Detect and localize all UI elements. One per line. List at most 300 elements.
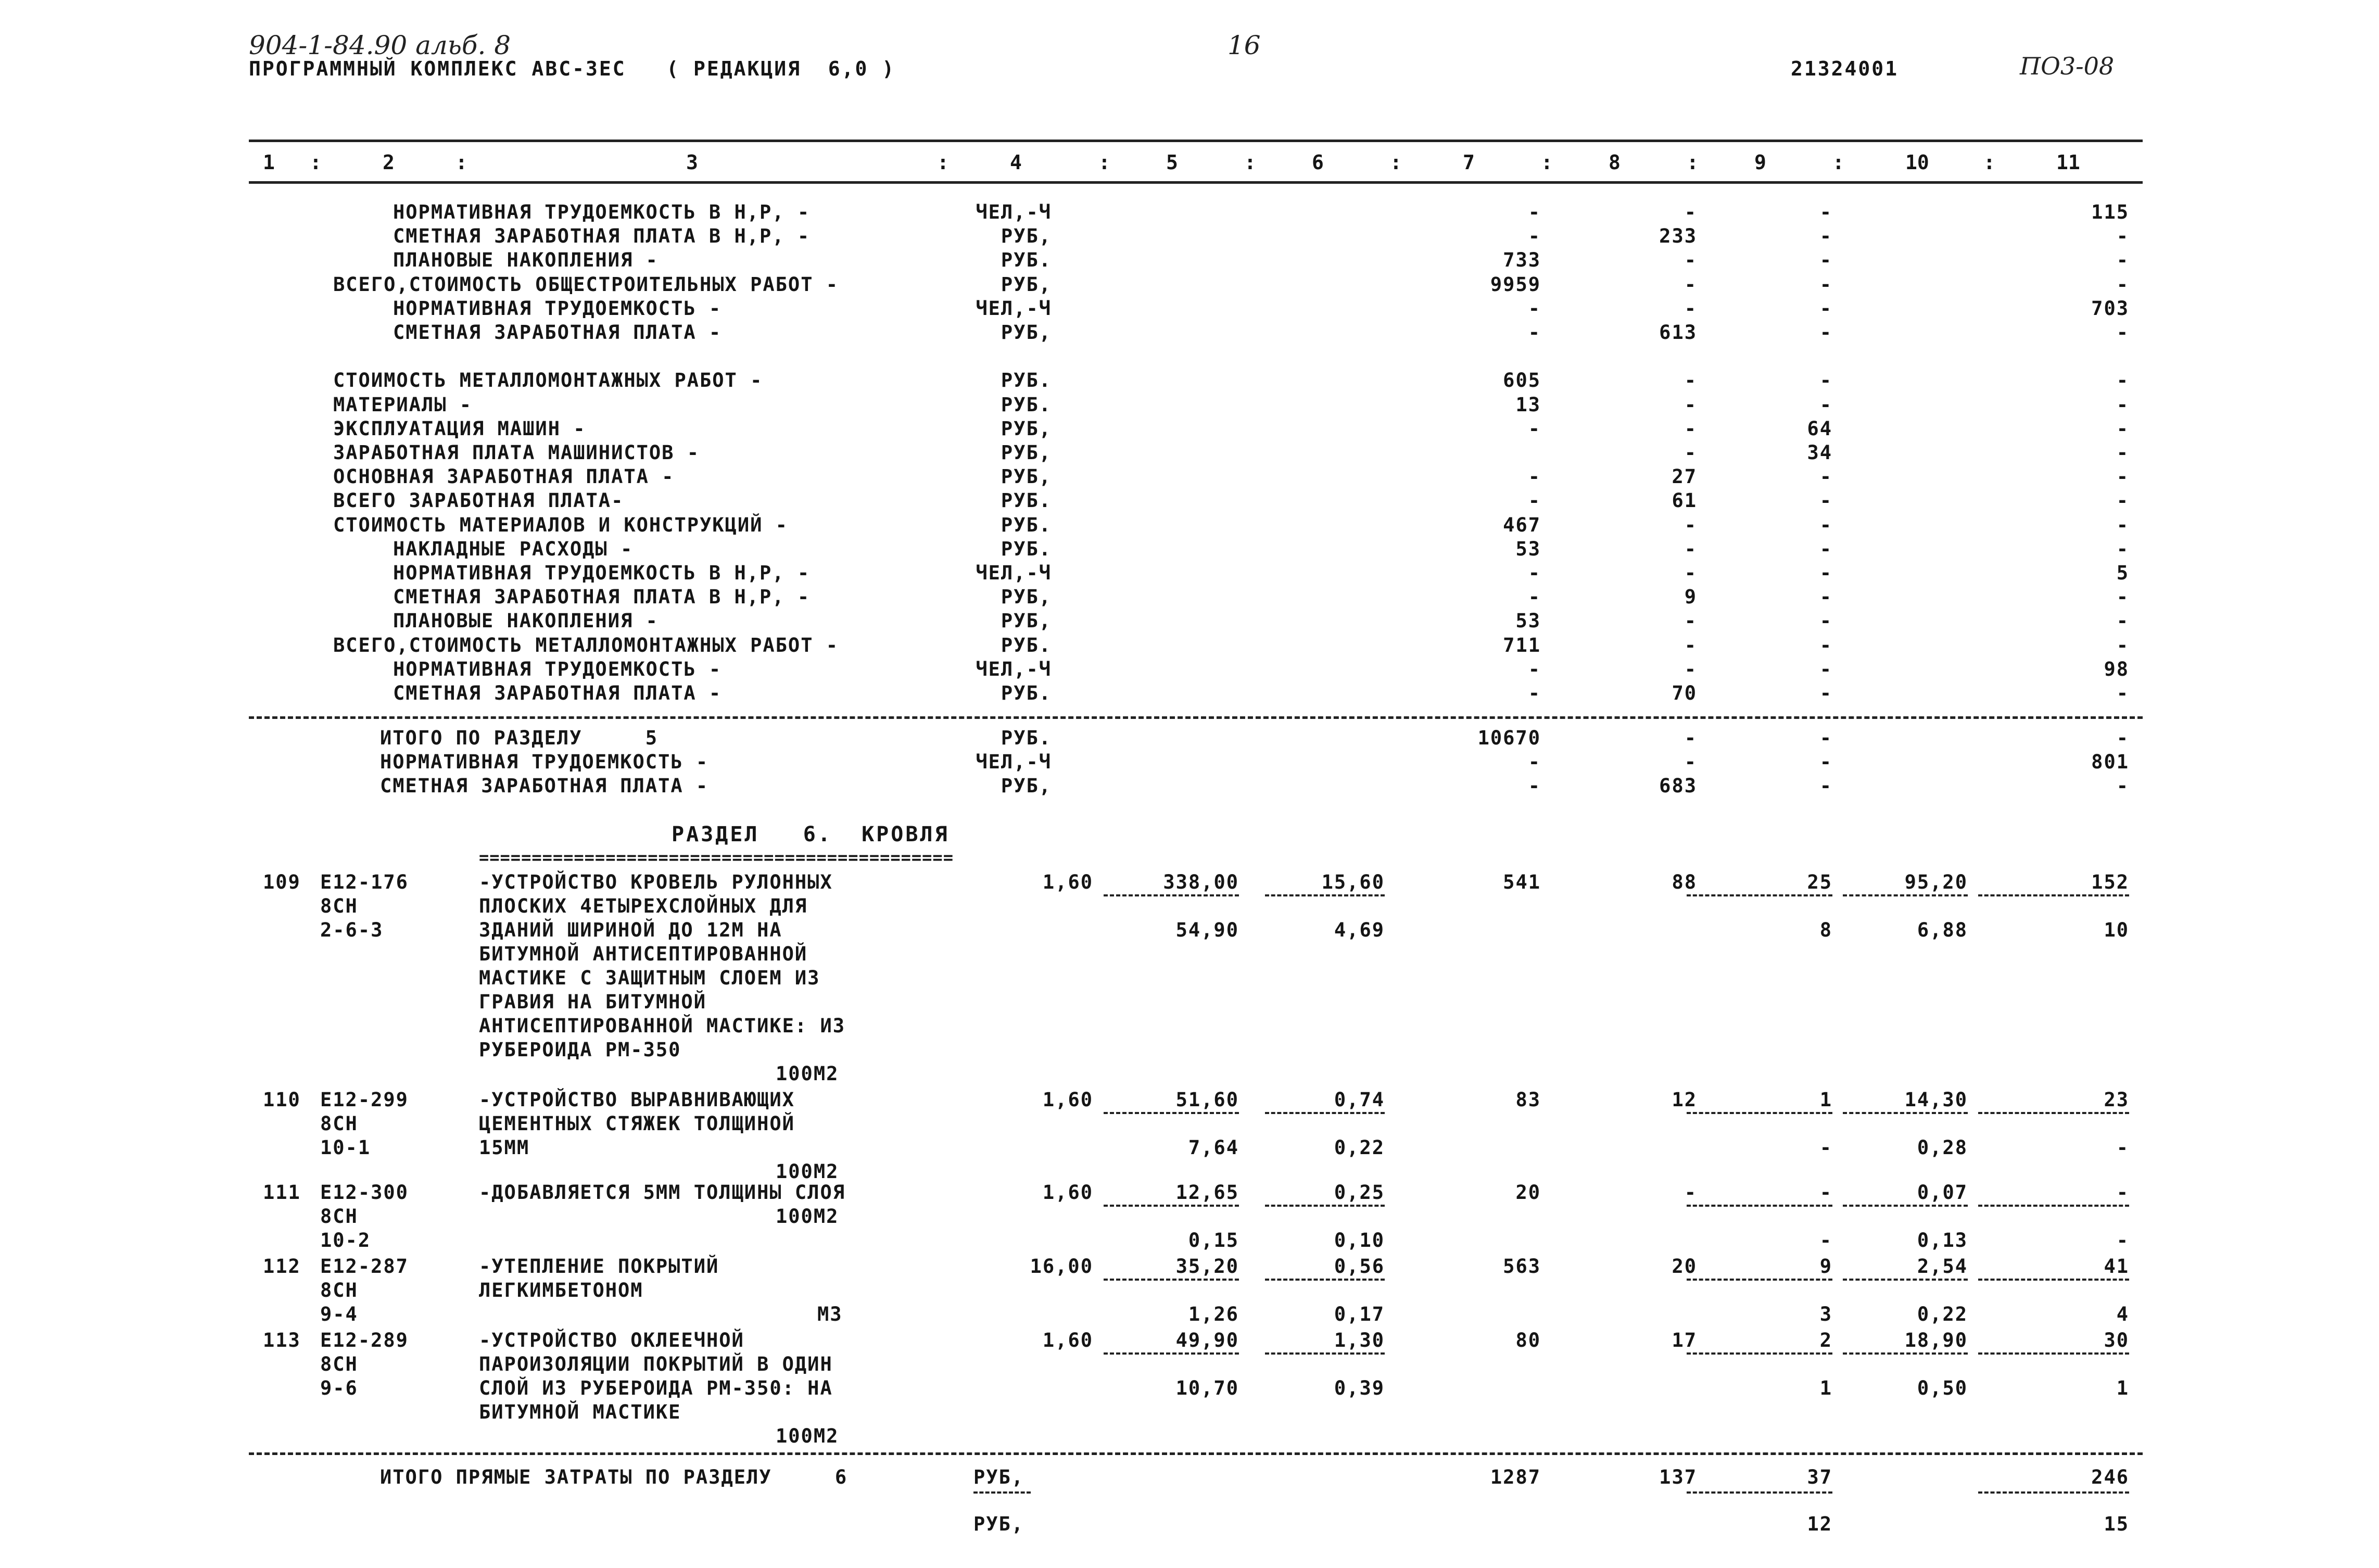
item-code: Е12-287 (320, 1255, 409, 1278)
item-total-machines: 9 (1819, 1255, 1832, 1278)
row-col-7: - (1528, 201, 1541, 223)
item-labor-per-unit: 14,30 (1904, 1089, 1968, 1111)
row-label: ВСЕГО,СТОИМОСТЬ МЕТАЛЛОМОНТАЖНЫХ РАБОТ - (333, 634, 839, 656)
summary-row (0, 537, 2379, 561)
section-6-title: РАЗДЕЛ 6. КРОВЛЯ (672, 823, 950, 846)
cell-underline (1978, 1491, 2129, 1494)
section-6-rule: ============================================= (479, 848, 954, 867)
summary-row (0, 657, 2379, 681)
row-label: НОРМАТИВНАЯ ТРУДОЕМКОСТЬ В Н,Р, - (393, 562, 811, 584)
item-unit-cost-machines: 0,56 (1334, 1255, 1385, 1278)
item-total-machines: - (1819, 1181, 1832, 1204)
item-unit-cost-machines: 0,74 (1334, 1089, 1385, 1111)
item-description: ГРАВИЯ НА БИТУМНОЙ (479, 991, 706, 1013)
row-col-11: 5 (2116, 562, 2129, 584)
row-label: СМЕТНАЯ ЗАРАБОТНАЯ ПЛАТА - (393, 321, 722, 344)
row-col-9: 34 (1807, 441, 1832, 464)
total-col-9: - (1819, 775, 1832, 797)
item-unit-line (0, 1303, 2379, 1326)
header-top-rule (249, 140, 2143, 142)
item-description-line (0, 1329, 2379, 1352)
item-description-line (0, 1255, 2379, 1279)
item-total-cost: 20 (1515, 1181, 1541, 1204)
item-wage-machinist-total: - (1819, 1229, 1832, 1251)
row-col-8: - (1684, 562, 1697, 584)
row-col-11: - (2116, 682, 2129, 704)
row-col-7: 9959 (1490, 273, 1541, 296)
row-unit: ЧЕЛ,-Ч (976, 562, 1052, 584)
item-description-line (0, 1181, 2379, 1205)
row-col-7: 467 (1503, 513, 1541, 536)
document-code: 21324001 (1791, 57, 1899, 80)
section-total-row (0, 774, 2379, 798)
row-col-9: - (1819, 225, 1832, 248)
item-description-line (0, 1038, 2379, 1062)
row-col-7: - (1528, 417, 1541, 440)
item-unit-cost-machines: 15,60 (1321, 871, 1385, 893)
row-col-9: - (1819, 369, 1832, 392)
row-col-9: - (1819, 273, 1832, 296)
row-label: ПЛАНОВЫЕ НАКОПЛЕНИЯ - (393, 610, 659, 633)
total-col-11: - (2116, 727, 2129, 749)
row-unit: РУБ, (1001, 441, 1052, 464)
summary-row (0, 465, 2379, 489)
row-col-11: - (2116, 489, 2129, 512)
item-unit-cost: 51,60 (1175, 1089, 1239, 1111)
total-label: НОРМАТИВНАЯ ТРУДОЕМКОСТЬ - (380, 751, 709, 773)
row-label: ВСЕГО,СТОИМОСТЬ ОБЩЕСТРОИТЕЛЬНЫХ РАБОТ - (333, 273, 839, 296)
item-quantity: 1,60 (1042, 1089, 1093, 1111)
row-label: НОРМАТИВНАЯ ТРУДОЕМКОСТЬ - (393, 657, 722, 680)
estimate-item-subrow (0, 918, 2379, 942)
item-quantity: 1,60 (1042, 1181, 1093, 1204)
summary-row (0, 561, 2379, 585)
row-col-8: - (1684, 201, 1697, 223)
row-label: СМЕТНАЯ ЗАРАБОТНАЯ ПЛАТА В Н,Р, - (393, 586, 811, 609)
summary-row (0, 248, 2379, 272)
row-col-11: - (2116, 393, 2129, 416)
item-quantity: 16,00 (1030, 1255, 1093, 1278)
item-code-position: 10-1 (320, 1136, 371, 1159)
col-separator: : (1687, 151, 1699, 174)
item-labor-machinist-total: - (2116, 1229, 2129, 1251)
item-description: РУБЕРОИДА РМ-350 (479, 1039, 681, 1061)
item-description-line (0, 1088, 2379, 1112)
header-bottom-rule (249, 181, 2143, 184)
item-code: Е12-289 (320, 1329, 409, 1351)
col-2: 2 (383, 151, 395, 174)
item-wage-machinist-per-unit: 0,22 (1334, 1136, 1385, 1159)
row-col-11: - (2116, 586, 2129, 609)
row-col-7: - (1528, 297, 1541, 320)
row-col-9: - (1819, 513, 1832, 536)
item-labor-machinist-per-unit: 6,88 (1917, 919, 1968, 941)
summary-row (0, 417, 2379, 441)
item-total-cost: 541 (1503, 871, 1541, 893)
row-col-11: - (2116, 610, 2129, 633)
item-wage-per-unit: 7,64 (1188, 1136, 1239, 1159)
item-unit-cost-machines: 0,25 (1334, 1181, 1385, 1204)
summary-row (0, 321, 2379, 345)
total-col-9: - (1819, 727, 1832, 749)
item-description: СЛОЙ ИЗ РУБЕРОИДА РМ-350: НА (479, 1377, 833, 1399)
row-label: ПЛАНОВЫЕ НАКОПЛЕНИЯ - (393, 249, 659, 272)
item-description: -УСТРОЙСТВО ВЫРАВНИВАЮЩИХ (479, 1089, 795, 1111)
estimate-item-subrow (0, 1136, 2379, 1160)
section-total-row (0, 726, 2379, 750)
item-description: ЗДАНИЙ ШИРИНОЙ ДО 12М НА (479, 919, 782, 941)
row-label: СТОИМОСТЬ МАТЕРИАЛОВ И КОНСТРУКЦИЙ - (333, 513, 788, 536)
col-separator: : (1098, 151, 1110, 174)
row-unit: РУБ, (1001, 465, 1052, 488)
row-col-11: - (2116, 369, 2129, 392)
total-label: ИТОГО ПО РАЗДЕЛУ 5 (380, 727, 659, 749)
item-code-position: 2-6-3 (320, 919, 384, 941)
item-labor-total: 152 (2091, 871, 2129, 893)
row-col-9: - (1819, 682, 1832, 704)
summary-row (0, 681, 2379, 705)
row-unit: РУБ. (1001, 634, 1052, 656)
item-description: -УСТРОЙСТВО КРОВЕЛЬ РУЛОННЫХ (479, 871, 833, 893)
item-wage-machinist-total: 8 (1819, 919, 1832, 941)
row-col-8: 613 (1659, 321, 1697, 344)
item-unit-of-measure: 100М2 (776, 1205, 839, 1228)
item-unit-cost: 12,65 (1175, 1181, 1239, 1204)
row-col-7: 53 (1515, 537, 1541, 560)
col-10: 10 (1905, 151, 1929, 174)
item-wage-per-unit: 1,26 (1188, 1303, 1239, 1325)
summary-row (0, 297, 2379, 321)
col-separator: : (1832, 151, 1844, 174)
col-1: 1 (263, 151, 275, 174)
row-col-7: - (1528, 682, 1541, 704)
row-col-8: - (1684, 249, 1697, 272)
item-total-machines: 1 (1819, 1089, 1832, 1111)
row-col-8: - (1684, 273, 1697, 296)
item-labor-machinist-total: 10 (2104, 919, 2129, 941)
item-wage-machinist-per-unit: 0,17 (1334, 1303, 1385, 1325)
col-separator: : (937, 151, 949, 174)
row-col-11: - (2116, 321, 2129, 344)
item-labor-per-unit: 18,90 (1904, 1329, 1968, 1351)
row-col-7: - (1528, 562, 1541, 584)
item-number: 110 (263, 1089, 301, 1111)
row-unit: РУБ. (1001, 369, 1052, 392)
final-total-col-11b: 15 (2104, 1513, 2129, 1535)
item-labor-total: 41 (2104, 1255, 2129, 1278)
row-unit: РУБ, (1001, 610, 1052, 633)
row-col-9: - (1819, 610, 1832, 633)
cell-underline (973, 1491, 1031, 1494)
row-col-9: - (1819, 297, 1832, 320)
item-wage-machinist-total: 3 (1819, 1303, 1832, 1325)
row-col-11: - (2116, 273, 2129, 296)
row-col-8: - (1684, 393, 1697, 416)
summary-row (0, 345, 2379, 369)
summary-row (0, 441, 2379, 465)
summary-row (0, 224, 2379, 248)
col-5: 5 (1166, 151, 1178, 174)
col-separator: : (1244, 151, 1256, 174)
summary-row (0, 585, 2379, 609)
item-labor-per-unit: 95,20 (1904, 871, 1968, 893)
row-label: МАТЕРИАЛЫ - (333, 393, 473, 416)
item-code-line (0, 894, 2379, 918)
summary-row (0, 369, 2379, 393)
total-col-8: 683 (1659, 775, 1697, 797)
estimate-item-subrow (0, 1376, 2379, 1400)
row-col-11: - (2116, 513, 2129, 536)
row-col-7: - (1528, 321, 1541, 344)
item-code-book: 8СН (320, 1353, 358, 1375)
item-description: -УСТРОЙСТВО ОКЛЕЕЧНОЙ (479, 1329, 744, 1351)
item-labor-machinist-per-unit: 0,28 (1917, 1136, 1968, 1159)
item-labor-total: - (2116, 1181, 2129, 1204)
cell-underline (1687, 1491, 1832, 1494)
row-col-7: 711 (1503, 634, 1541, 656)
row-col-8: - (1684, 297, 1697, 320)
item-number: 112 (263, 1255, 301, 1278)
col-separator: : (455, 151, 467, 174)
total-col-11: - (2116, 775, 2129, 797)
item-code: Е12-176 (320, 871, 409, 893)
item-wage-machinist-per-unit: 4,69 (1334, 919, 1385, 941)
item-wage-per-unit: 54,90 (1175, 919, 1239, 941)
item-unit-cost: 338,00 (1163, 871, 1239, 893)
final-total-row (0, 1465, 2379, 1489)
final-total-subrow (0, 1512, 2379, 1536)
item-labor-per-unit: 0,07 (1917, 1181, 1968, 1204)
item-description: МАСТИКЕ С ЗАЩИТНЫМ СЛОЕМ ИЗ (479, 967, 820, 989)
row-col-8: 61 (1672, 489, 1697, 512)
section-total-row (0, 750, 2379, 774)
row-label: ЭКСПЛУАТАЦИЯ МАШИН - (333, 417, 586, 440)
item-code-book: 8СН (320, 1205, 358, 1228)
row-col-11: - (2116, 465, 2129, 488)
col-4: 4 (1010, 151, 1022, 174)
item-wage-per-unit: 0,15 (1188, 1229, 1239, 1251)
item-code-book: 8СН (320, 1279, 358, 1301)
item-description-line (0, 942, 2379, 966)
estimate-item-subrow (0, 1229, 2379, 1253)
item-description-line (0, 1014, 2379, 1038)
item-unit-line (0, 1205, 2379, 1229)
col-7: 7 (1463, 151, 1475, 174)
row-col-9: 64 (1807, 417, 1832, 440)
summary-row (0, 393, 2379, 417)
row-col-7: - (1528, 225, 1541, 248)
row-col-7: - (1528, 465, 1541, 488)
final-total-col-9: 37 (1807, 1466, 1832, 1488)
item-unit-line (0, 1424, 2379, 1448)
row-unit: РУБ, (1001, 321, 1052, 344)
row-col-8: - (1684, 657, 1697, 680)
total-unit: ЧЕЛ,-Ч (976, 751, 1052, 773)
item-unit-cost: 35,20 (1175, 1255, 1239, 1278)
row-col-9: - (1819, 586, 1832, 609)
row-col-9: - (1819, 657, 1832, 680)
final-total-col-9b: 12 (1807, 1513, 1832, 1535)
item-unit-cost: 49,90 (1175, 1329, 1239, 1351)
total-col-8: - (1684, 727, 1697, 749)
row-label: ОСНОВНАЯ ЗАРАБОТНАЯ ПЛАТА - (333, 465, 675, 488)
item-labor-total: 30 (2104, 1329, 2129, 1351)
row-col-8: - (1684, 417, 1697, 440)
row-col-8: - (1684, 441, 1697, 464)
row-unit: РУБ, (1001, 417, 1052, 440)
row-label: НАКЛАДНЫЕ РАСХОДЫ - (393, 537, 634, 560)
program-title: ПРОГРАММНЫЙ КОМПЛЕКС АВС-3ЕС ( РЕДАКЦИЯ 6,0 ) (249, 57, 896, 80)
item-quantity: 1,60 (1042, 871, 1093, 893)
item-description: ПАРОИЗОЛЯЦИИ ПОКРЫТИЙ В ОДИН (479, 1353, 833, 1375)
summary-row (0, 634, 2379, 657)
row-col-8: 70 (1672, 682, 1697, 704)
row-col-9: - (1819, 489, 1832, 512)
row-col-7: 53 (1515, 610, 1541, 633)
row-unit: ЧЕЛ,-Ч (976, 297, 1052, 320)
item-description: ЛЕГКИМБЕТОНОМ (479, 1279, 643, 1301)
item-unit-of-measure: 100М2 (776, 1425, 839, 1447)
item-wage-machinist-per-unit: 0,10 (1334, 1229, 1385, 1251)
col-6: 6 (1312, 151, 1324, 174)
item-total-wages: 88 (1672, 871, 1697, 893)
row-unit: РУБ. (1001, 537, 1052, 560)
row-unit: РУБ, (1001, 586, 1052, 609)
summary-row (0, 200, 2379, 224)
row-col-8: - (1684, 369, 1697, 392)
col-9: 9 (1754, 151, 1766, 174)
item-code-position: 9-4 (320, 1303, 358, 1325)
final-total-unit-2: РУБ, (973, 1513, 1024, 1535)
row-col-7: - (1528, 586, 1541, 609)
item-total-wages: 17 (1672, 1329, 1697, 1351)
row-label: НОРМАТИВНАЯ ТРУДОЕМКОСТЬ В Н,Р, - (393, 201, 811, 223)
item-unit-of-measure: 100М2 (776, 1063, 839, 1085)
item-description: ЦЕМЕНТНЫХ СТЯЖЕК ТОЛЩИНОЙ (479, 1112, 795, 1135)
final-total-label: ИТОГО ПРЯМЫЕ ЗАТРАТЫ ПО РАЗДЕЛУ 6 (380, 1466, 848, 1488)
item-total-wages: 20 (1672, 1255, 1697, 1278)
item-total-machines: 2 (1819, 1329, 1832, 1351)
item-code-position: 10-2 (320, 1229, 371, 1251)
row-col-9: - (1819, 249, 1832, 272)
row-col-8: 9 (1684, 586, 1697, 609)
row-col-9: - (1819, 465, 1832, 488)
item-description: -УТЕПЛЕНИЕ ПОКРЫТИЙ (479, 1255, 719, 1278)
summary-row (0, 489, 2379, 513)
item-code-position: 9-6 (320, 1377, 358, 1399)
row-unit: ЧЕЛ,-Ч (976, 657, 1052, 680)
summary-row (0, 273, 2379, 297)
row-col-7: 733 (1503, 249, 1541, 272)
row-col-9: - (1819, 321, 1832, 344)
item-labor-per-unit: 2,54 (1917, 1255, 1968, 1278)
row-label: СМЕТНАЯ ЗАРАБОТНАЯ ПЛАТА - (393, 682, 722, 704)
row-col-9: - (1819, 562, 1832, 584)
item-description-line (0, 870, 2379, 894)
row-col-8: - (1684, 634, 1697, 656)
row-col-9: - (1819, 634, 1832, 656)
item-wage-machinist-total: - (1819, 1136, 1832, 1159)
item-number: 113 (263, 1329, 301, 1351)
row-unit: РУБ. (1001, 489, 1052, 512)
row-col-9: - (1819, 201, 1832, 223)
item-description: БИТУМНОЙ АНТИСЕПТИРОВАННОЙ (479, 943, 808, 965)
item-description: 15ММ (479, 1136, 530, 1159)
item-labor-machinist-per-unit: 0,22 (1917, 1303, 1968, 1325)
row-col-8: 233 (1659, 225, 1697, 248)
row-col-9: - (1819, 393, 1832, 416)
handwritten-page-number: 16 (1228, 30, 1261, 60)
item-unit-line (0, 1062, 2379, 1086)
summary-row (0, 513, 2379, 537)
item-quantity: 1,60 (1042, 1329, 1093, 1351)
item-code-book: 8СН (320, 895, 358, 917)
item-code-book: 8СН (320, 1112, 358, 1135)
item-description: АНТИСЕПТИРОВАННОЙ МАСТИКЕ: ИЗ (479, 1015, 846, 1037)
row-col-7: 13 (1515, 393, 1541, 416)
item-unit-of-measure: М3 (817, 1303, 843, 1325)
row-col-11: - (2116, 441, 2129, 464)
item-description-line (0, 966, 2379, 990)
row-label: ЗАРАБОТНАЯ ПЛАТА МАШИНИСТОВ - (333, 441, 700, 464)
summary-row (0, 609, 2379, 633)
item-wage-per-unit: 10,70 (1175, 1377, 1239, 1399)
handwritten-album-ref: 904-1-84.90 альб. 8 (249, 30, 511, 60)
total-label: СМЕТНАЯ ЗАРАБОТНАЯ ПЛАТА - (380, 775, 709, 797)
item-labor-machinist-per-unit: 0,50 (1917, 1377, 1968, 1399)
item-number: 111 (263, 1181, 301, 1204)
item-wage-machinist-per-unit: 0,39 (1334, 1377, 1385, 1399)
handwritten-doc-ref: ПО3-08 (2020, 52, 2115, 80)
item-code: Е12-299 (320, 1089, 409, 1111)
col-separator: : (1390, 151, 1402, 174)
row-col-9: - (1819, 537, 1832, 560)
row-label: НОРМАТИВНАЯ ТРУДОЕМКОСТЬ - (393, 297, 722, 320)
row-col-11: - (2116, 225, 2129, 248)
item-description-line (0, 990, 2379, 1014)
row-col-11: - (2116, 537, 2129, 560)
total-col-7: - (1528, 775, 1541, 797)
final-total-col-7: 1287 (1490, 1466, 1541, 1488)
row-unit: РУБ. (1001, 393, 1052, 416)
item-total-cost: 83 (1515, 1089, 1541, 1111)
col-separator: : (1983, 151, 1995, 174)
item-labor-machinist-total: 4 (2116, 1303, 2129, 1325)
item-description: -ДОБАВЛЯЕТСЯ 5ММ ТОЛЩИНЫ СЛОЯ (479, 1181, 846, 1204)
item-code-line (0, 1352, 2379, 1376)
item-unit-of-measure: 100М2 (776, 1160, 839, 1183)
row-col-11: 703 (2091, 297, 2129, 320)
final-total-unit: РУБ, (973, 1466, 1024, 1488)
item-labor-machinist-per-unit: 0,13 (1917, 1229, 1968, 1251)
item-labor-total: 23 (2104, 1089, 2129, 1111)
item-wage-machinist-total: 1 (1819, 1377, 1832, 1399)
row-unit: РУБ. (1001, 682, 1052, 704)
item-total-machines: 25 (1807, 871, 1832, 893)
item-code-line (0, 1112, 2379, 1136)
col-11: 11 (2056, 151, 2080, 174)
final-total-rule (249, 1452, 2143, 1455)
item-labor-machinist-total: - (2116, 1136, 2129, 1159)
col-separator: : (1541, 151, 1553, 174)
item-description: БИТУМНОЙ МАСТИКЕ (479, 1401, 681, 1423)
row-label: СТОИМОСТЬ МЕТАЛЛОМОНТАЖНЫХ РАБОТ - (333, 369, 763, 392)
row-col-11: 115 (2091, 201, 2129, 223)
row-label: СМЕТНАЯ ЗАРАБОТНАЯ ПЛАТА В Н,Р, - (393, 225, 811, 248)
item-description: ПЛОСКИХ 4ЕТЫРЕХСЛОЙНЫХ ДЛЯ (479, 895, 808, 917)
section-total-rule (249, 716, 2143, 719)
item-unit-cost-machines: 1,30 (1334, 1329, 1385, 1351)
